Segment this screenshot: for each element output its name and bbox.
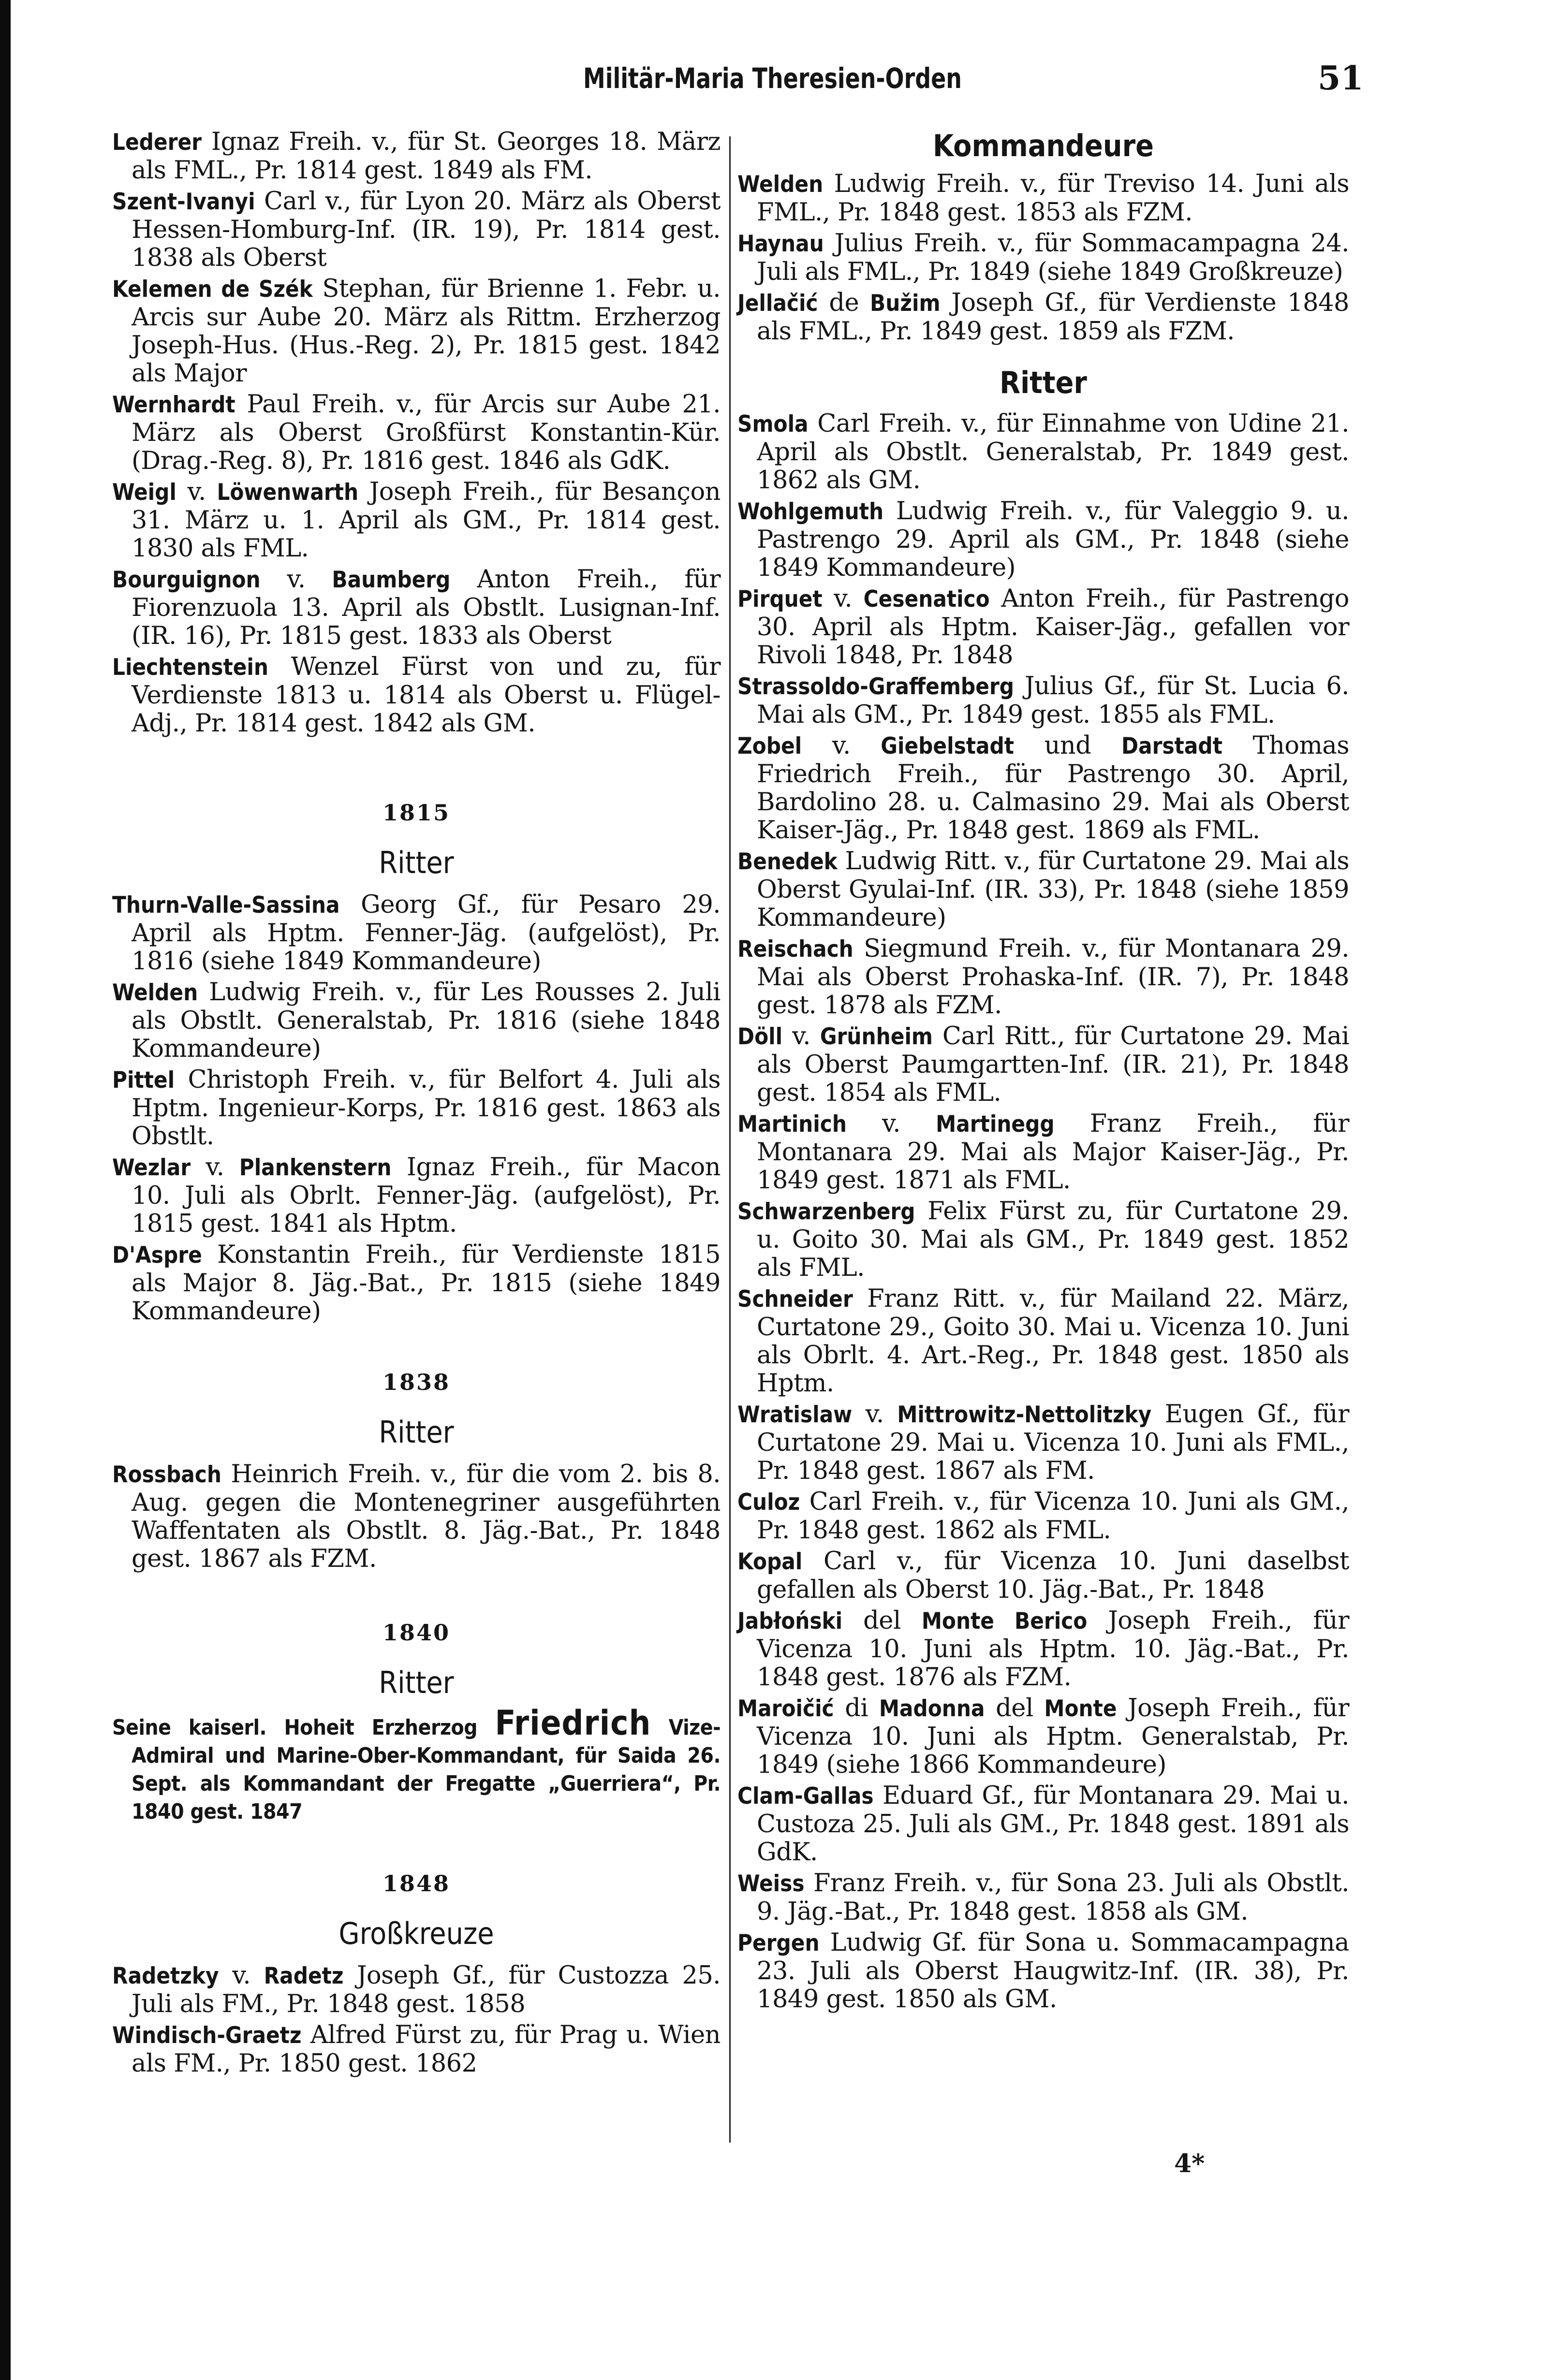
entry-text: Thomas Friedrich Freih., für Pastrengo 30. April, Bardolino 28. u. Calmasino 29. Mai als Oberst Kaiser-Jäg., Pr. 1848 gest. 1869 als FML.: [757, 731, 1350, 845]
entry-text: Carl Freih. v., für Einnahme von Udine 21. April als Obstlt. Generalstab, Pr. 1849 gest. 1862 als GM.: [757, 409, 1349, 495]
entry-text: Ludwig Gf. für Sona u. Sommacampagna 23. Juli als Oberst Haugwitz-Inf. (IR. 38), Pr. 1849 gest. 1850 als GM.: [757, 1928, 1349, 2014]
entry-name: Madonna: [879, 1695, 985, 1722]
roster-entry: [737, 1929, 1349, 2014]
entry-text: v.: [822, 584, 864, 613]
entry-name: Mittrowitz-Nettolitzky: [897, 1402, 1152, 1428]
entry-name: Clam-Gallas: [737, 1783, 874, 1810]
entry-text: Carl v., für Vicenza 10. Juni daselbst gefallen als Oberst 10. Jäg.-Bat., Pr. 1848: [757, 1547, 1349, 1604]
entry-text: v.: [782, 1022, 820, 1051]
entry-name: Thurn-Valle-Sassina: [112, 892, 340, 919]
entry-name: Pirquet: [737, 586, 823, 613]
roster-entry: [737, 1694, 1349, 1779]
entry-name: Jellačić: [737, 290, 818, 317]
entry-text: Carl Ritt., für Curtatone 29. Mai als Oberst Paumgartten-Inf. (IR. 21), Pr. 1848 gest. 1854 als FML.: [757, 1022, 1350, 1107]
entry-name: Benedek: [737, 848, 838, 875]
roster-entry: [737, 170, 1349, 227]
roster-entry: [737, 1401, 1349, 1485]
page-header-title: Militär-Maria Theresien-Orden: [583, 62, 962, 95]
entry-name: Martinich: [737, 1111, 847, 1138]
entry-name: Lederer: [112, 129, 202, 156]
entries-block: [112, 128, 721, 738]
entry-text: Franz Ritt. v., für Mailand 22. März, Curtatone 29., Goito 30. Mai u. Vicenza 10. Juni als Obrlt. 4. Art.-Reg., Pr. 1848 gest. 1850 als Hptm.: [757, 1285, 1349, 1398]
entry-text: Eugen Gf., für Curtatone 29. Mai u. Vicenza 10. Juni als FML., Pr. 1848 gest. 1867 als FM.: [757, 1400, 1349, 1485]
roster-entry: [112, 2021, 721, 2078]
roster-entry: [737, 1548, 1349, 1604]
entry-text: Joseph Freih., für Vicenza 10. Juni als Hptm. 10. Jäg.-Bat., Pr. 1848 gest. 1876 als FZM.: [757, 1606, 1349, 1692]
left-column: [112, 128, 721, 2081]
entry-text: de: [818, 289, 870, 317]
entry-text: Carl Freih. v., für Vicenza 10. Juni als GM., Pr. 1848 gest. 1862 als FML.: [757, 1488, 1349, 1545]
entry-name: Smola: [737, 411, 809, 438]
entry-text: del: [842, 1606, 922, 1635]
entry-name: Pergen: [737, 1930, 820, 1957]
entries-block: [112, 891, 721, 1326]
entry-name: Friedrich: [495, 1703, 651, 1743]
entry-text: Ludwig Freih. v., für Les Rousses 2. Juli als Obstlt. Generalstab, Pr. 1816 (siehe 1848 Kommandeure): [132, 978, 721, 1063]
entry-text: Franz Freih. v., für Sona 23. Juli als Obstlt. 9. Jäg.-Bat., Pr. 1848 gest. 1858 als GM.: [757, 1869, 1349, 1926]
entry-name: Radetz: [264, 1963, 344, 1989]
class-heading: Großkreuze: [338, 1916, 494, 1951]
entry-name: Grünheim: [820, 1023, 933, 1050]
entry-text: Christoph Freih. v., für Belfort 4. Juli als Hptm. Ingenieur-Korps, Pr. 1816 gest. 1863 als Obstlt.: [132, 1066, 721, 1151]
entry-text: Ludwig Ritt. v., für Curtatone 29. Mai als Oberst Gyulai-Inf. (IR. 33), Pr. 1848 (siehe 1859 Kommandeure): [757, 847, 1349, 932]
entry-text: Carl v., für Lyon 20. März als Oberst Hessen-Homburg-Inf. (IR. 19), Pr. 1814 gest. 1838 als Oberst: [132, 187, 721, 272]
entry-name: Liechtenstein: [112, 654, 268, 681]
entry-name: Strassoldo-Graffemberg: [737, 673, 1015, 700]
roster-entry: [737, 585, 1349, 670]
entry-name: Döll: [737, 1023, 783, 1050]
roster-entry: [737, 1285, 1349, 1398]
roster-entry: [112, 1962, 721, 2018]
entry-name: Schneider: [737, 1286, 853, 1313]
roster-entry: [112, 1241, 721, 1326]
page-number: 51: [1318, 59, 1364, 98]
entry-name: Bužim: [870, 290, 941, 317]
entries-block: [737, 410, 1349, 2014]
entry-text: v.: [191, 1153, 239, 1182]
roster-entry: [737, 497, 1349, 582]
entry-text: Wenzel Fürst von und zu, für Verdienste 1813 u. 1814 als Oberst u. Flügel-Adj., Pr. 1814 gest. 1842 als GM.: [132, 653, 721, 738]
entry-text: v.: [260, 565, 332, 594]
roster-entry: [112, 128, 721, 185]
roster-entry: [737, 1869, 1349, 1926]
signature-mark: 4*: [1174, 2149, 1205, 2178]
entry-name: Darstadt: [1121, 733, 1222, 759]
entry-name: Welden: [112, 979, 198, 1006]
entries-block: [112, 1460, 721, 1573]
year-heading: 1848: [382, 1870, 451, 1897]
entry-name: Szent-Ivanyi: [112, 189, 255, 215]
entry-name: Weigl: [112, 479, 177, 506]
entry-name: Wernhardt: [112, 392, 235, 418]
entry-text: Siegmund Freih. v., für Montanara 29. Mai als Oberst Prohaska-Inf. (IR. 7), Pr. 1848 gest. 1878 als FZM.: [757, 934, 1349, 1020]
entry-text: Joseph Gf., für Custozza 25. Juli als FM., Pr. 1848 gest. 1858: [132, 1961, 721, 2018]
entry-name: Löwenwarth: [217, 479, 359, 506]
right-column: [737, 128, 1349, 2016]
year-heading: 1840: [382, 1620, 451, 1646]
entry-name: Welden: [737, 171, 824, 198]
page-edge: [0, 0, 11, 2380]
entry-text: Georg Gf., für Pesaro 29. April als Hptm. Fenner-Jäg. (aufgelöst), Pr. 1816 (siehe 1849 Kommandeure): [132, 891, 721, 976]
entry-name: Windisch-Graetz: [112, 2022, 302, 2049]
roster-entry: [737, 1488, 1349, 1545]
entry-text: Stephan, für Brienne 1. Febr. u. Arcis sur Aube 20. März als Rittm. Erzherzog Joseph-Hus. (Hus.-Reg. 2), Pr. 1815 gest. 1842 als Major: [132, 275, 721, 388]
column-divider: [729, 136, 731, 2143]
roster-entry: [737, 230, 1349, 286]
entries-block: [737, 170, 1349, 346]
entry-name: Pittel: [112, 1067, 175, 1094]
roster-entry: [737, 1782, 1349, 1867]
roster-entry: [737, 935, 1349, 1020]
roster-entry: [112, 1153, 721, 1238]
roster-entry: [112, 478, 721, 563]
roster-entry: [737, 732, 1349, 845]
roster-entry: [737, 1110, 1349, 1195]
entry-text: Ludwig Freih. v., für Valeggio 9. u. Pastrengo 29. April als GM., Pr. 1848 (siehe 1849 Kommandeure): [757, 497, 1349, 582]
entry-name: Radetzky: [112, 1963, 219, 1989]
entry-text: Anton Freih., für Fiorenzuola 13. April als Obstlt. Lusignan-Inf. (IR. 16), Pr. 1815 gest. 1833 als Oberst: [132, 565, 721, 650]
roster-entry: [112, 566, 721, 650]
entry-text: Seine kaiserl. Hoheit Erzherzog: [112, 1715, 495, 1740]
entry-name: Rossbach: [112, 1461, 221, 1488]
entry-name: D'Aspre: [112, 1242, 202, 1269]
roster-entry: [112, 275, 721, 388]
entry-name: Wratislaw: [737, 1402, 853, 1428]
class-heading: Ritter: [379, 1415, 454, 1450]
year-heading: 1815: [382, 800, 451, 826]
entry-text: v.: [176, 478, 217, 506]
entry-friedrich: [112, 1703, 721, 1826]
entry-text: Julius Freih. v., für Sommacampagna 24. Juli als FML., Pr. 1849 (siehe 1849 Großkreuze): [757, 229, 1349, 286]
entry-text: v.: [852, 1400, 898, 1429]
entry-name: Giebelstadt: [881, 733, 1014, 759]
roster-entry: [112, 391, 721, 475]
class-heading: Ritter: [379, 845, 454, 880]
entry-text: del: [985, 1694, 1045, 1723]
roster-entry: [112, 978, 721, 1063]
entry-text: Vize-Admiral und Marine-Ober-Kommandant, für Saida 26. Sept. als Kommandant der Fregatte „Guerriera“, Pr. 1840 gest. 1847: [132, 1715, 721, 1824]
entry-text: Felix Fürst zu, für Curtatone 29. u. Goito 30. Mai als GM., Pr. 1849 gest. 1852 als FML.: [757, 1197, 1349, 1282]
roster-entry: [737, 289, 1349, 346]
entry-name: Haynau: [737, 231, 824, 257]
entry-name: Weiss: [737, 1870, 805, 1897]
roster-entry: [737, 847, 1349, 932]
roster-entry: [737, 1022, 1349, 1107]
entry-name: Maroičić: [737, 1695, 834, 1722]
entries-block: [112, 1962, 721, 2078]
entry-text: v.: [219, 1961, 264, 1990]
class-heading: Ritter: [379, 1665, 454, 1700]
entry-text: Franz Freih., für Montanara 29. Mai als Major Kaiser-Jäg., Pr. 1849 gest. 1871 als FML.: [757, 1110, 1349, 1195]
roster-entry: [737, 672, 1349, 729]
roster-entry: [112, 891, 721, 976]
year-heading: 1838: [382, 1369, 451, 1395]
entry-text: Alfred Fürst zu, für Prag u. Wien als FM., Pr. 1850 gest. 1862: [132, 2021, 721, 2078]
roster-entry: [737, 1607, 1349, 1692]
entry-text: Joseph Gf., für Verdienste 1848 als FML., Pr. 1849 gest. 1859 als FZM.: [757, 289, 1349, 346]
entry-text: Konstantin Freih., für Verdienste 1815 als Major 8. Jäg.-Bat., Pr. 1815 (siehe 1849 Kommandeure): [132, 1241, 721, 1326]
roster-entry: [737, 410, 1349, 495]
entry-name: Baumberg: [332, 567, 451, 593]
entry-text: Ludwig Freih. v., für Treviso 14. Juni als FML., Pr. 1848 gest. 1853 als FZM.: [757, 170, 1349, 227]
entry-name: Culoz: [737, 1489, 800, 1516]
class-heading: Ritter: [1000, 365, 1087, 400]
entry-text: und: [1014, 731, 1121, 760]
entry-text: Julius Gf., für St. Lucia 6. Mai als GM., Pr. 1849 gest. 1855 als FML.: [757, 672, 1349, 729]
entry-text: di: [834, 1694, 879, 1723]
entry-name: Zobel: [737, 733, 802, 759]
entry-text: Ignaz Freih. v., für St. Georges 18. März als FML., Pr. 1814 gest. 1849 als FM.: [132, 128, 721, 185]
entry-text: Ignaz Freih., für Macon 10. Juli als Obrlt. Fenner-Jäg. (aufgelöst), Pr. 1815 gest. 1841 als Hptm.: [132, 1153, 721, 1238]
entry-text: v.: [846, 1110, 936, 1138]
roster-entry: [112, 188, 721, 272]
entry-name: Wohlgemuth: [737, 498, 884, 525]
entry-name: Cesenatico: [863, 586, 990, 613]
roster-entry: [112, 1460, 721, 1573]
entry-name: Bourguignon: [112, 567, 261, 593]
entry-name: Monte Berico: [921, 1608, 1088, 1635]
entry-text: Joseph Freih., für Vicenza 10. Juni als Hptm. Generalstab, Pr. 1849 (siehe 1866 Kommandeure): [757, 1694, 1350, 1779]
entry-name: Jabłoński: [737, 1608, 843, 1635]
entry-name: Plankenstern: [239, 1154, 392, 1181]
roster-entry: [112, 653, 721, 738]
entry-name: Kopal: [737, 1548, 803, 1575]
entry-name: Wezlar: [112, 1154, 191, 1181]
entry-name: Reischach: [737, 936, 853, 963]
entry-name: Martinegg: [936, 1111, 1055, 1138]
entry-name: Monte: [1044, 1695, 1117, 1722]
entry-name: Kelemen de Szék: [112, 276, 313, 303]
entry-text: Eduard Gf., für Montanara 29. Mai u. Custoza 25. Juli als GM., Pr. 1848 gest. 1891 als GdK.: [757, 1781, 1349, 1867]
class-heading: Kommandeure: [933, 128, 1154, 163]
roster-entry: [112, 1066, 721, 1151]
entry-text: v.: [802, 731, 881, 760]
entry-text: Paul Freih. v., für Arcis sur Aube 21. März als Oberst Großfürst Konstantin-Kür. (Drag.-Reg. 8), Pr. 1816 gest. 1846 als GdK.: [132, 390, 721, 475]
entry-text: Joseph Freih., für Besançon 31. März u. 1. April als GM., Pr. 1814 gest. 1830 als FML.: [132, 478, 721, 563]
entry-text: Anton Freih., für Pastrengo 30. April als Hptm. Kaiser-Jäg., gefallen vor Rivoli 1848, Pr. 1848: [757, 584, 1349, 670]
entry-name: Schwarzenberg: [737, 1198, 915, 1225]
entry-text: Heinrich Freih. v., für die vom 2. bis 8. Aug. gegen die Montenegriner ausgeführten Waffentaten als Obstlt. 8. Jäg.-Bat., Pr. 1848 gest. 1867 als FZM.: [132, 1460, 721, 1573]
roster-entry: [737, 1197, 1349, 1282]
